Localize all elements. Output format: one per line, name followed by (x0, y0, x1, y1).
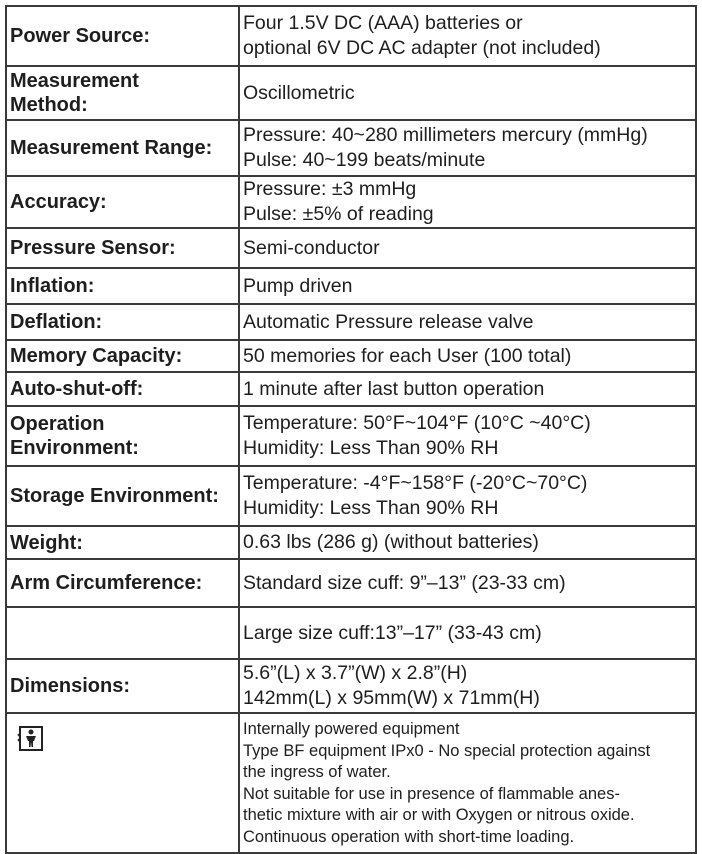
spec-label: Storage Environment: (6, 466, 239, 526)
spec-value-line: Pressure: ±3 mmHg (243, 178, 417, 200)
spec-value-line: Pressure: 40~280 millimeters mercury (mmHg) (243, 124, 648, 146)
spec-value-line: Type BF equipment IPx0 - No special protection against (243, 741, 651, 760)
spec-label: Accuracy: (6, 176, 239, 228)
spec-row-memory-capacity (6, 340, 696, 372)
spec-value (239, 6, 696, 66)
spec-label (6, 66, 239, 120)
spec-value (239, 120, 696, 176)
spec-label: Auto-shut-off: (6, 372, 239, 406)
spec-label (6, 406, 239, 466)
spec-label (6, 713, 239, 853)
spec-value (239, 228, 696, 268)
spec-value-line: Oscillometric (243, 81, 355, 104)
spec-label: Memory Capacity: (6, 340, 239, 372)
spec-row-deflation (6, 304, 696, 340)
spec-value (239, 406, 696, 466)
spec-label-line: Method: (10, 94, 88, 116)
spec-label: Weight: (6, 526, 239, 559)
spec-row-operation-environment (6, 406, 696, 466)
spec-value-line: Automatic Pressure release valve (243, 310, 534, 333)
spec-value-line: Not suitable for use in presence of flammable anes- (243, 784, 620, 803)
spec-row-dimensions (6, 659, 696, 713)
spec-label-line: Environment: (10, 437, 139, 459)
spec-value (239, 66, 696, 120)
spec-value-line: thetic mixture with air or with Oxygen or nitrous oxide. (243, 806, 635, 824)
spec-value-line: 142mm(L) x 95mm(W) x 71mm(H) (243, 687, 540, 709)
specifications-table (5, 5, 697, 854)
type-bf-applied-part-icon (16, 724, 46, 754)
spec-value (239, 607, 696, 659)
spec-value-line: Semi-conductor (243, 236, 380, 259)
spec-value (239, 268, 696, 304)
spec-row-auto-shut-off (6, 372, 696, 406)
spec-value-line: 1 minute after last button operation (243, 377, 545, 400)
spec-value (239, 659, 696, 713)
spec-label: Pressure Sensor: (6, 228, 239, 268)
spec-value (239, 466, 696, 526)
spec-value (239, 526, 696, 559)
spec-label (6, 607, 239, 659)
spec-label: Power Source: (6, 6, 239, 66)
spec-row-weight (6, 526, 696, 559)
spec-row-safety-notes (6, 713, 696, 853)
spec-label: Deflation: (6, 304, 239, 340)
spec-value-line: Internally powered equipment (243, 720, 460, 738)
spec-label: Dimensions: (6, 659, 239, 713)
spec-label-line: Measurement (10, 70, 139, 92)
spec-label: Arm Circumference: (6, 559, 239, 607)
spec-value-line: Pulse: ±5% of reading (243, 203, 434, 225)
spec-row-arm-circumference (6, 559, 696, 607)
spec-row-pressure-sensor (6, 228, 696, 268)
spec-value (239, 176, 696, 228)
spec-value-line: 0.63 lbs (286 g) (without batteries) (243, 531, 539, 553)
spec-value-line: Humidity: Less Than 90% RH (243, 437, 499, 459)
spec-row-inflation (6, 268, 696, 304)
spec-value-line: Pump driven (243, 274, 353, 297)
spec-row-measurement-range (6, 120, 696, 176)
spec-value-line: 50 memories for each User (100 total) (243, 344, 572, 367)
spec-row-accuracy (6, 176, 696, 228)
spec-value (239, 304, 696, 340)
spec-value-line: Standard size cuff: 9”–13” (23-33 cm) (243, 571, 566, 594)
spec-label-line: Operation (10, 413, 105, 435)
spec-value-line: Pulse: 40~199 beats/minute (243, 149, 486, 171)
spec-row-measurement-method (6, 66, 696, 120)
spec-label: Measurement Range: (6, 120, 239, 176)
spec-row-storage-environment (6, 466, 696, 526)
spec-label: Inflation: (6, 268, 239, 304)
spec-value (239, 372, 696, 406)
spec-value-line: 5.6”(L) x 3.7”(W) x 2.8”(H) (243, 662, 468, 684)
spec-value-line: Large size cuff:13”–17” (33-43 cm) (243, 621, 542, 644)
spec-value-line: optional 6V DC AC adapter (not included) (243, 37, 601, 59)
spec-value (239, 559, 696, 607)
spec-value-line: Temperature: -4°F~158°F (-20°C~70°C) (243, 472, 588, 494)
spec-value (239, 340, 696, 372)
spec-value-line: Humidity: Less Than 90% RH (243, 497, 499, 519)
spec-value-line: the ingress of water. (243, 763, 391, 781)
spec-value-line: Continuous operation with short-time loading. (243, 827, 575, 846)
spec-value-line: Temperature: 50°F~104°F (10°C ~40°C) (243, 412, 591, 434)
spec-value (239, 713, 696, 853)
spec-row-power-source (6, 6, 696, 66)
spec-value-line: Four 1.5V DC (AAA) batteries or (243, 12, 523, 34)
spec-row-large-cuff (6, 607, 696, 659)
